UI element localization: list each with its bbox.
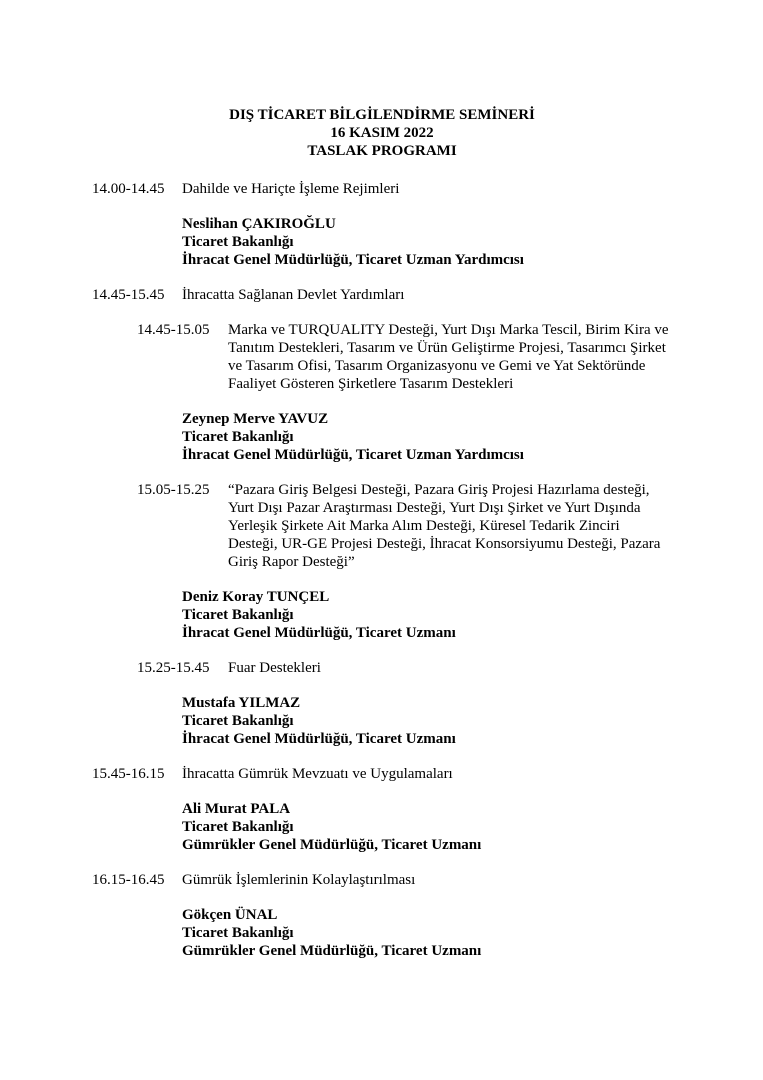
subsession-row-1 (137, 321, 672, 393)
subsession-topic: Fuar Destekleri (228, 660, 321, 676)
speaker-role: İhracat Genel Müdürlüğü, Ticaret Uzmanı (182, 625, 456, 641)
subsession-time: 15.25-15.45 (137, 660, 210, 676)
speaker-block-5 (182, 800, 672, 854)
speaker-name: Deniz Koray TUNÇEL (182, 589, 330, 605)
speaker-name: Gökçen ÜNAL (182, 907, 278, 923)
session-time: 16.15-16.45 (92, 872, 165, 888)
speaker-role: Gümrükler Genel Müdürlüğü, Ticaret Uzmanı (182, 837, 482, 853)
subsession-row-3 (137, 659, 672, 677)
session-row-3 (92, 765, 672, 783)
session-topic: İhracatta Gümrük Mevzuatı ve Uygulamaları (182, 766, 453, 782)
session-row-4 (92, 871, 672, 889)
speaker-organization: Ticaret Bakanlığı (182, 607, 294, 623)
session-row-1 (92, 180, 672, 198)
document-title (92, 106, 672, 160)
subsession-topic: “Pazara Giriş Belgesi Desteği, Pazara Giriş Projesi Hazırlama desteği, Yurt Dışı Pazar Araştırması Desteği, Yurt Dışı Şirket ve Yurt Dışında Yerleşik Şirkete Ait Marka Alım Desteği, Küresel Tedarik Zinciri Desteği, UR-GE Projesi Desteği, İhracat Konsorsiyumu Desteği, Pazara Giriş Rapor Desteği” (228, 482, 661, 570)
speaker-organization: Ticaret Bakanlığı (182, 234, 294, 250)
speaker-name: Mustafa YILMAZ (182, 695, 301, 711)
session-topic: Dahilde ve Hariçte İşleme Rejimleri (182, 181, 400, 197)
speaker-block-6 (182, 906, 672, 960)
speaker-role: İhracat Genel Müdürlüğü, Ticaret Uzman Yardımcısı (182, 447, 524, 463)
speaker-organization: Ticaret Bakanlığı (182, 925, 294, 941)
session-topic: Gümrük İşlemlerinin Kolaylaştırılması (182, 872, 416, 888)
session-time: 14.00-14.45 (92, 181, 165, 197)
session-topic: İhracatta Sağlanan Devlet Yardımları (182, 287, 405, 303)
subsession-topic: Marka ve TURQUALITY Desteği, Yurt Dışı Marka Tescil, Birim Kira ve Tanıtım Destekleri, Tasarım ve Ürün Geliştirme Projesi, Tasarımcı Şirket ve Tasarım Ofisi, Tasarım Organizasyonu ve Gemi ve Yat Sektöründe Faaliyet Gösteren Şirketlere Tasarım Destekleri (228, 322, 669, 392)
speaker-organization: Ticaret Bakanlığı (182, 429, 294, 445)
speaker-role: İhracat Genel Müdürlüğü, Ticaret Uzman Yardımcısı (182, 252, 524, 268)
session-time: 15.45-16.15 (92, 766, 165, 782)
speaker-organization: Ticaret Bakanlığı (182, 713, 294, 729)
session-row-2 (92, 286, 672, 304)
speaker-block-3 (182, 588, 672, 642)
session-time: 14.45-15.45 (92, 287, 165, 303)
title-line-seminar: DIŞ TİCARET BİLGİLENDİRME SEMİNERİ (229, 107, 535, 123)
speaker-name: Neslihan ÇAKIROĞLU (182, 216, 336, 232)
speaker-role: Gümrükler Genel Müdürlüğü, Ticaret Uzmanı (182, 943, 482, 959)
speaker-role: İhracat Genel Müdürlüğü, Ticaret Uzmanı (182, 731, 456, 747)
speaker-name: Zeynep Merve YAVUZ (182, 411, 329, 427)
subsession-time: 14.45-15.05 (137, 322, 210, 338)
subsession-row-2 (137, 481, 672, 571)
title-line-date: 16 KASIM 2022 (330, 125, 434, 141)
speaker-block-1 (182, 215, 672, 269)
title-line-program: TASLAK PROGRAMI (307, 143, 457, 159)
subsession-time: 15.05-15.25 (137, 482, 210, 498)
speaker-organization: Ticaret Bakanlığı (182, 819, 294, 835)
speaker-name: Ali Murat PALA (182, 801, 291, 817)
speaker-block-4 (182, 694, 672, 748)
speaker-block-2 (182, 410, 672, 464)
